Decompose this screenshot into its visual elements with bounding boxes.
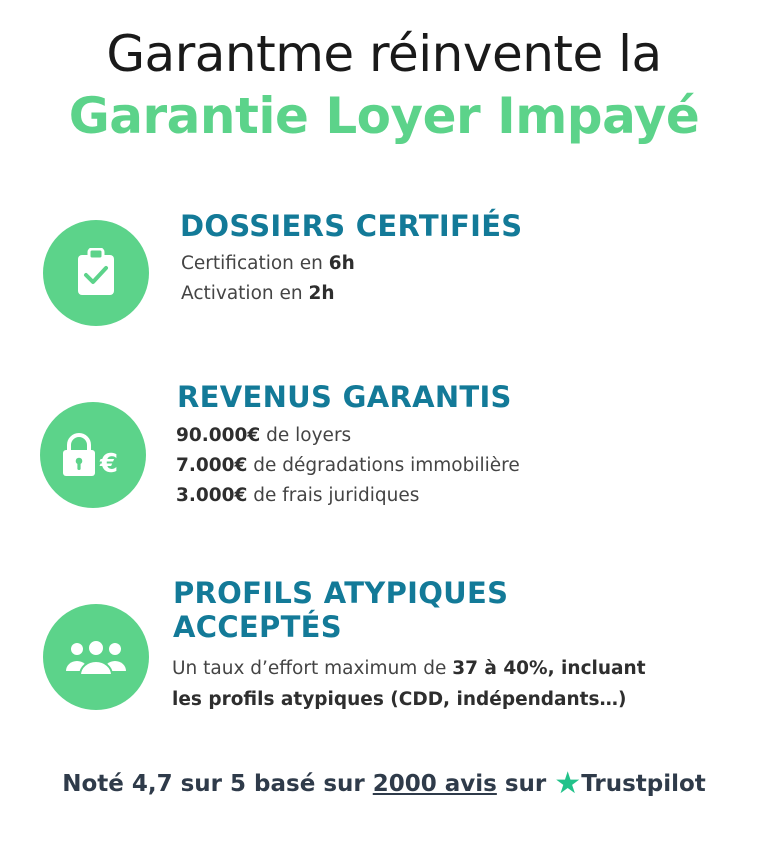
feature-title: DOSSIERS CERTIFIÉS <box>180 209 523 243</box>
feature-line: Certification en 6h <box>181 253 355 274</box>
trustpilot-rating <box>0 766 768 801</box>
lock-euro-icon <box>60 432 126 478</box>
trustpilot-brand: Trustpilot <box>581 771 706 797</box>
feature-line: 3.000€ de frais juridiques <box>176 485 420 506</box>
rating-text: Noté 4,7 sur 5 basé sur <box>62 771 373 797</box>
users-group-icon <box>64 637 128 677</box>
feature-lines <box>176 421 520 511</box>
trustpilot-star-icon: ★ <box>554 766 582 801</box>
feature-icon-circle <box>43 604 149 710</box>
feature-icon-circle <box>43 220 149 326</box>
feature-line: 90.000€ de loyers <box>176 425 352 446</box>
feature-title <box>173 576 508 644</box>
headline-line-1: Garantme réinvente la <box>106 25 662 83</box>
headline-line-2: Garantie Loyer Impayé <box>68 86 700 145</box>
headline <box>0 26 768 145</box>
clipboard-check-icon <box>73 248 119 298</box>
reviews-link[interactable]: 2000 avis <box>372 771 497 797</box>
feature-lines <box>172 653 646 715</box>
feature-icon-circle <box>40 402 146 508</box>
feature-line: les profils atypiques (CDD, indépendants…) <box>172 689 627 710</box>
feature-lines <box>181 249 355 309</box>
feature-title-line-1: PROFILS ATYPIQUES <box>173 576 509 610</box>
rating-text-middle: sur <box>496 771 555 797</box>
feature-line: Un taux d’effort maximum de 37 à 40%, incluant <box>172 658 646 679</box>
feature-line: Activation en 2h <box>181 283 335 304</box>
svg-text:€: € <box>100 449 119 478</box>
feature-line: 7.000€ de dégradations immobilière <box>176 455 520 476</box>
feature-title: REVENUS GARANTIS <box>177 380 512 414</box>
feature-title-line-2: ACCEPTÉS <box>173 610 342 645</box>
